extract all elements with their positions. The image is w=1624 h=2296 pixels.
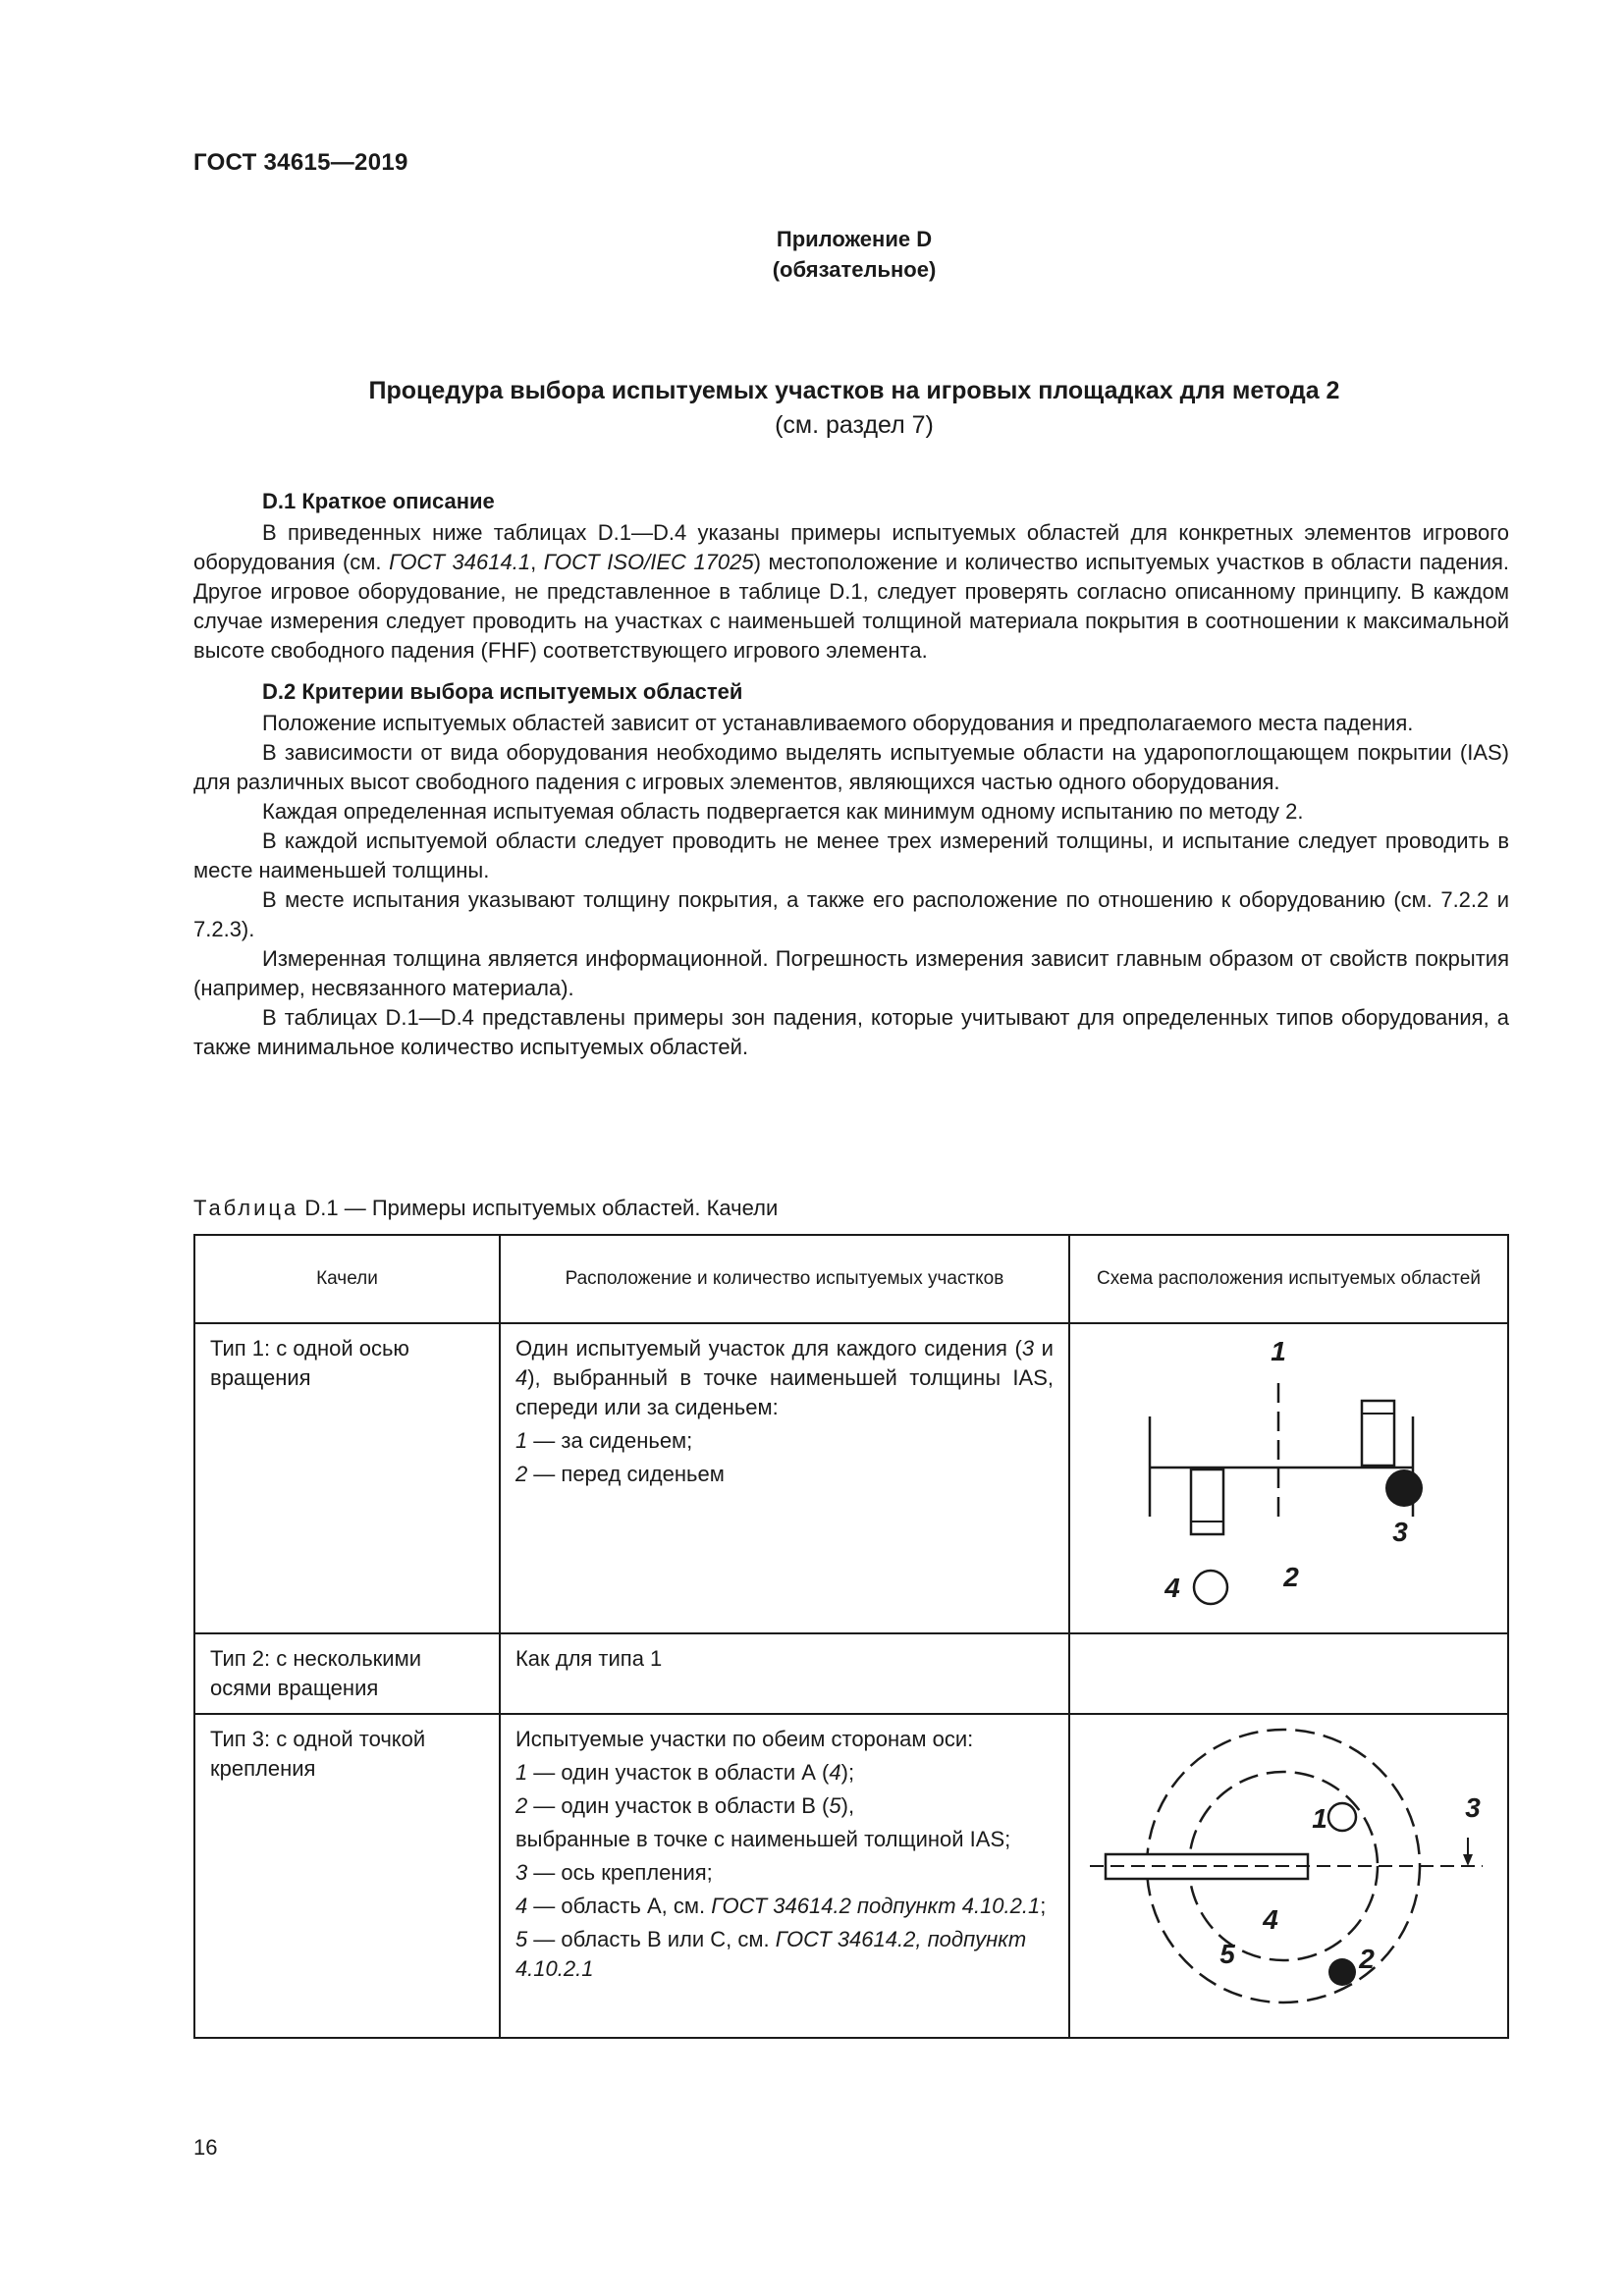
row3-item5-num: 5 (514, 1927, 528, 1951)
row1-item (515, 1426, 1054, 1456)
label-3: 3 (1392, 1517, 1408, 1547)
label-3: 3 (1465, 1792, 1481, 1823)
row3-item4-a: — область А, см. (527, 1894, 712, 1918)
row3-item (515, 1858, 1054, 1888)
row1-intro-a: Один испытуемый участок для каждого сидения ( (514, 1336, 1022, 1361)
d1-ref-gost-34614-1: ГОСТ 34614.1 (389, 550, 531, 574)
row3-item3-text: — ось крепления; (527, 1860, 713, 1885)
annex-status: (обязательное) (772, 257, 937, 282)
label-1: 1 (1271, 1336, 1286, 1366)
row3-item5-ref: ГОСТ 34614.2, подпункт 4.10.2.1 (514, 1927, 1027, 1981)
annex-heading (0, 224, 1624, 285)
table-row (194, 1633, 1508, 1714)
row1-item1-text: — за сиденьем; (527, 1428, 693, 1453)
row2-description: Как для типа 1 (500, 1633, 1069, 1714)
label-2: 2 (1359, 1944, 1375, 1974)
row3-item4-num: 4 (514, 1894, 528, 1918)
d2-paragraph: В таблицах D.1—D.4 представлены примеры зон падения, которые учитывают для определенных типов оборудования, а также минимальное количество испытуемых областей. (193, 1005, 1509, 1059)
row3-intro: Испытуемые участки по обеим сторонам оси: (514, 1727, 974, 1751)
procedure-heading (0, 374, 1624, 443)
seat-back (1362, 1401, 1394, 1466)
row1-ref-4: 4 (514, 1365, 528, 1390)
label-5: 5 (1219, 1939, 1235, 1969)
d2-paragraph: Измеренная толщина является информационной. Погрешность измерения зависит главным образом от свойств покрытия (например, несвязанного материала). (193, 946, 1509, 1000)
label-4: 4 (1164, 1573, 1180, 1603)
section-d2-heading: D.2 Критерии выбора испытуемых областей (262, 679, 743, 704)
row2-scheme (1069, 1633, 1508, 1714)
d2-paragraph: Положение испытуемых областей зависит от устанавливаемого оборудования и предполагаемого места падения. (262, 711, 1414, 735)
d1-separator: , (530, 550, 544, 574)
d2-paragraph: В месте испытания указывают толщину покрытия, а также его расположение по отношению к оборудованию (см. 7.2.2 и 7.2.3). (193, 887, 1509, 941)
row3-item1-a: — один участок в области А ( (527, 1760, 830, 1785)
row3-item (515, 1791, 1054, 1821)
test-point-open (1194, 1571, 1227, 1604)
header-location: Расположение и количество испытуемых участков (500, 1235, 1069, 1323)
row3-type: Тип 3: с одной точкой крепления (194, 1714, 500, 2038)
row3-item2-b: ), (840, 1793, 855, 1818)
test-point-filled (1328, 1958, 1356, 1986)
swing-type3-diagram (1070, 1715, 1507, 2029)
header-scheme: Схема расположения испытуемых областей (1069, 1235, 1508, 1323)
row3-item1-num: 1 (514, 1760, 528, 1785)
row3-item: выбранные в точке с наименьшей толщиной IAS; (514, 1827, 1011, 1851)
test-point-filled (1385, 1469, 1423, 1507)
row1-item (515, 1460, 1054, 1489)
header-swings: Качели (194, 1235, 500, 1323)
row3-item2-ref: 5 (829, 1793, 841, 1818)
row3-item1-b: ); (840, 1760, 855, 1785)
d2-paragraph: Каждая определенная испытуемая область подвергается как минимум одному испытанию по методу 2. (262, 799, 1304, 824)
table-header-row (194, 1235, 1508, 1323)
row3-item (515, 1758, 1054, 1788)
row1-item2-num: 2 (514, 1462, 528, 1486)
section-d1-heading: D.1 Краткое описание (262, 489, 495, 513)
table-row (194, 1714, 1508, 2038)
label-1: 1 (1312, 1803, 1327, 1834)
row3-item1-ref: 4 (829, 1760, 841, 1785)
page-number: 16 (193, 2135, 218, 2160)
row3-item2-num: 2 (514, 1793, 528, 1818)
swing-type1-diagram (1070, 1324, 1507, 1625)
table-caption-text: D.1 — Примеры испытуемых областей. Качели (298, 1196, 779, 1220)
table-caption-label: Таблица (193, 1196, 299, 1220)
row1-intro (515, 1334, 1054, 1422)
row3-scheme (1069, 1714, 1508, 2038)
row3-item3-num: 3 (514, 1860, 528, 1885)
d1-text-b: ) местоположение и количество испытуемых участков в области падения. Другое игровое оборудование, не представленное в таблице D.1, следует проверять согласно описанному принципу. В каждом случае измерения следует проводить на участках с наименьшей толщиной материала покрытия в соотношении к максимальной высоте свободного падения (FHF) соответствующего игрового элемента. (193, 550, 1510, 663)
d2-paragraph: В каждой испытуемой области следует проводить не менее трех измерений толщины, и испытание следует проводить в месте наименьшей толщины. (193, 828, 1509, 882)
row1-intro-b: ), выбранный в точке наименьшей толщины IAS, спереди или за сиденьем: (514, 1365, 1054, 1419)
row3-item5-a: — область В или С, см. (527, 1927, 776, 1951)
label-4: 4 (1263, 1904, 1278, 1935)
row1-item2-text: — перед сиденьем (527, 1462, 725, 1486)
annex-title: Приложение D (776, 227, 933, 251)
row1-type: Тип 1: с одной осью вращения (194, 1323, 500, 1633)
table-caption (193, 1196, 778, 1221)
row1-item1-num: 1 (514, 1428, 528, 1453)
d2-paragraph: В зависимости от вида оборудования необходимо выделять испытуемые области на ударопоглощающем покрытии (IAS) для различных высот свободного падения с игровых элементов, являющихся частью одного оборудования. (193, 740, 1509, 794)
row1-ref-3: 3 (1021, 1336, 1035, 1361)
table-row (194, 1323, 1508, 1633)
seat-front (1191, 1469, 1223, 1534)
d1-text-a: В приведенных ниже таблицах D.1—D.4 указаны примеры испытуемых областей для конкретных элементов игрового оборудования (см. (193, 520, 1509, 574)
row3-item4-b: ; (1040, 1894, 1047, 1918)
row3-item (515, 1892, 1054, 1921)
procedure-title: Процедура выбора испытуемых участков на игровых площадках для метода 2 (368, 377, 1340, 404)
label-2: 2 (1283, 1562, 1299, 1592)
row1-description (500, 1323, 1069, 1633)
row2-type: Тип 2: с несколькими осями вращения (194, 1633, 500, 1714)
section-d1-paragraph (193, 518, 1509, 666)
row3-description (500, 1714, 1069, 2038)
body-text (193, 487, 1509, 1062)
row1-scheme (1069, 1323, 1508, 1633)
d1-ref-gost-iso-17025: ГОСТ ISO/IEC 17025 (543, 550, 754, 574)
row1-intro-mid: и (1034, 1336, 1054, 1361)
document-code: ГОСТ 34615—2019 (193, 149, 408, 176)
row3-item2-a: — один участок в области В ( (527, 1793, 830, 1818)
axis-arrow-head (1463, 1854, 1473, 1866)
table-d1 (193, 1234, 1509, 2039)
procedure-reference: (см. раздел 7) (775, 411, 934, 439)
row3-item4-ref: ГОСТ 34614.2 подпункт 4.10.2.1 (711, 1894, 1041, 1918)
row3-item (515, 1925, 1054, 1984)
test-point-open (1328, 1803, 1356, 1831)
